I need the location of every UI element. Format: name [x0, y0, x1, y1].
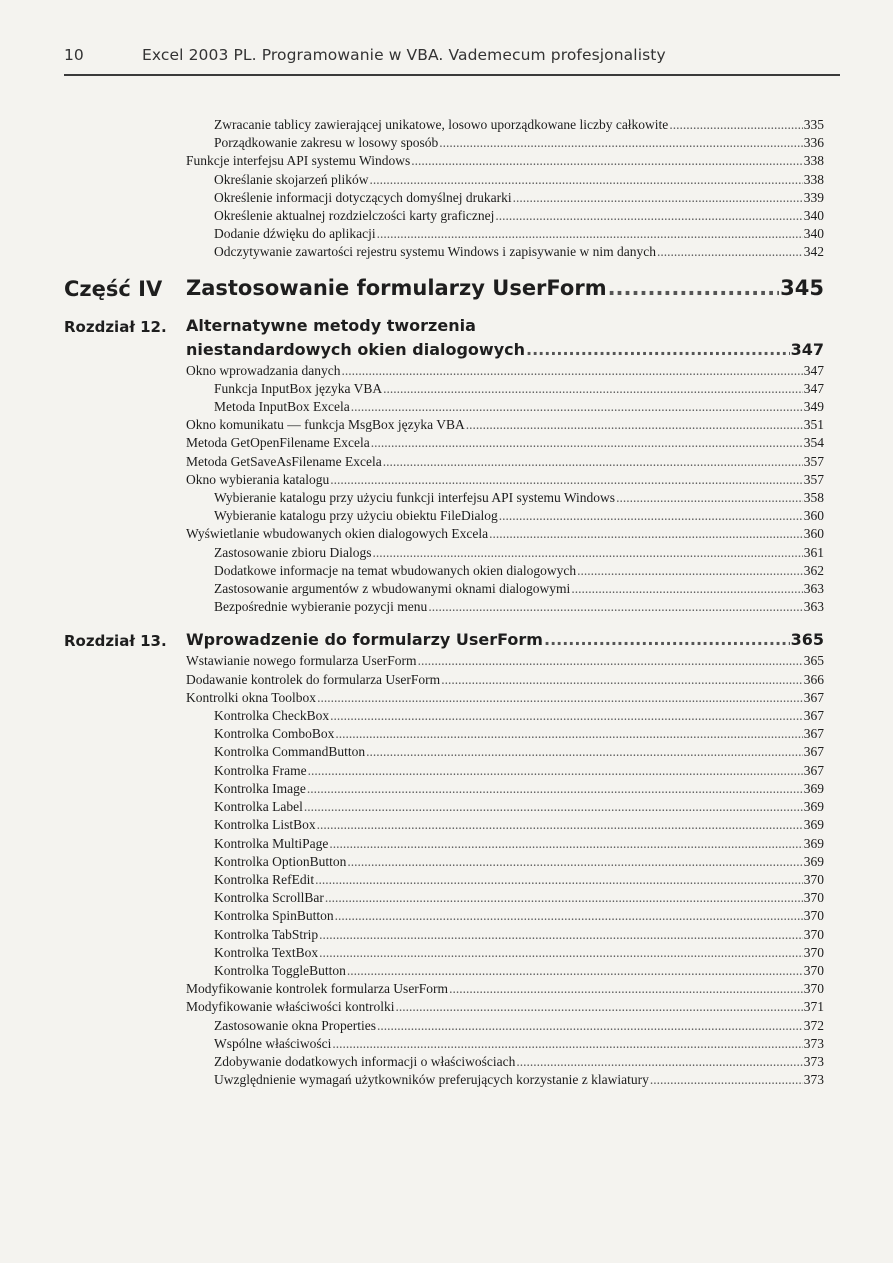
title-line	[186, 314, 824, 338]
entry-text: Określenie aktualnej rozdzielczości karty graficznej	[214, 208, 495, 224]
dot-leader	[335, 907, 803, 925]
entry-page-number: 351	[803, 417, 824, 433]
dot-leader	[395, 998, 802, 1016]
toc-entry[interactable]	[186, 434, 824, 452]
entry-page-number: 366	[803, 671, 824, 687]
toc-subentry[interactable]	[186, 725, 824, 743]
entry-page-number: 372	[803, 1017, 824, 1033]
toc-subentry[interactable]	[186, 489, 824, 507]
entry-page-number: 338	[803, 153, 824, 169]
entry-text: Porządkowanie zakresu w losowy sposób	[214, 135, 439, 151]
toc-entry[interactable]	[186, 453, 824, 471]
dot-leader	[366, 743, 803, 761]
entry-text: Określanie skojarzeń plików	[214, 171, 369, 187]
toc-subentry[interactable]	[186, 225, 824, 243]
toc-subentry[interactable]	[186, 853, 824, 871]
dot-leader	[418, 652, 803, 670]
dot-leader	[317, 689, 803, 707]
toc-subentry[interactable]	[186, 743, 824, 761]
entry-page-number: 347	[803, 380, 824, 396]
entry-page-number: 367	[803, 689, 824, 705]
entry-page-number: 363	[803, 581, 824, 597]
toc-subentry[interactable]	[186, 398, 824, 416]
dot-leader	[319, 926, 803, 944]
entry-page-number: 360	[803, 508, 824, 524]
entry-page-number: 349	[803, 399, 824, 415]
dot-leader	[526, 338, 790, 362]
dot-leader	[308, 762, 803, 780]
toc-subentry[interactable]	[186, 1017, 824, 1035]
toc-subentry[interactable]	[186, 762, 824, 780]
entry-text: Kontrolki okna Toolbox	[186, 689, 317, 705]
toc-entry[interactable]	[186, 980, 824, 998]
dot-leader	[372, 544, 802, 562]
chapter-title	[186, 628, 824, 652]
dot-leader	[335, 725, 802, 743]
entry-text: Kontrolka Frame	[214, 762, 307, 778]
dot-leader	[650, 1071, 803, 1089]
entry-page-number: 365	[803, 653, 824, 669]
toc-chap-section	[64, 628, 824, 1089]
dot-leader	[489, 525, 803, 543]
entry-text: Odczytywanie zawartości rejestru systemu Windows i zapisywanie w nim danych	[214, 244, 656, 260]
entry-text: Wyświetlanie wbudowanych okien dialogowych Excela	[186, 526, 489, 542]
entry-page-number: 339	[803, 189, 824, 205]
entry-page-number: 367	[803, 744, 824, 760]
dot-leader	[657, 243, 803, 261]
toc-entry[interactable]	[186, 362, 824, 380]
section-entries-column	[186, 314, 824, 617]
dot-leader	[315, 871, 803, 889]
header-rule	[64, 74, 840, 76]
toc-subentry[interactable]	[186, 889, 824, 907]
entry-page-number: 370	[803, 944, 824, 960]
entry-page-number: 370	[803, 908, 824, 924]
title-line	[186, 338, 824, 362]
entry-text: Dodawanie kontrolek do formularza UserForm	[186, 671, 441, 687]
toc-subentry[interactable]	[186, 962, 824, 980]
dot-leader	[371, 434, 803, 452]
dot-leader	[441, 671, 803, 689]
entry-page-number: 367	[803, 762, 824, 778]
entry-page-number: 335	[803, 117, 824, 132]
dot-leader	[616, 489, 803, 507]
dot-leader	[499, 507, 803, 525]
dot-leader	[341, 362, 802, 380]
entry-page-number: 369	[803, 817, 824, 833]
title-text: Wprowadzenie do formularzy UserForm	[186, 630, 543, 650]
dot-leader	[669, 116, 802, 134]
entry-text: Zdobywanie dodatkowych informacji o właściwościach	[214, 1053, 516, 1069]
title-page-number: 345	[780, 275, 824, 300]
dot-leader	[347, 962, 803, 980]
entry-page-number: 354	[803, 435, 824, 451]
dot-leader	[377, 225, 803, 243]
chapter-label: Rozdział 13.	[64, 632, 167, 651]
chapter-label: Rozdział 12.	[64, 317, 167, 336]
dot-leader	[383, 453, 803, 471]
entry-text: Kontrolka SpinButton	[214, 908, 334, 924]
entry-text: Dodanie dźwięku do aplikacji	[214, 226, 376, 242]
dot-leader	[329, 835, 802, 853]
toc-chap-section	[64, 314, 824, 617]
entry-text: Wybieranie katalogu przy użyciu funkcji interfejsu API systemu Windows	[214, 490, 616, 506]
entry-text: Bezpośrednie wybieranie pozycji menu	[214, 599, 428, 615]
entry-text: Kontrolka MultiPage	[214, 835, 329, 851]
entry-page-number: 373	[803, 1053, 824, 1069]
dot-leader	[330, 707, 803, 725]
entry-text: Zastosowanie zbioru Dialogs	[214, 544, 372, 560]
entry-page-number: 363	[803, 599, 824, 615]
dot-leader	[513, 189, 803, 207]
entry-text: Metoda GetSaveAsFilename Excela	[186, 453, 382, 469]
entry-text: Kontrolka Label	[214, 799, 303, 815]
toc-subentry[interactable]	[186, 1035, 824, 1053]
entry-text: Zastosowanie argumentów z wbudowanymi oknami dialogowymi	[214, 581, 571, 597]
entry-text: Kontrolka ToggleButton	[214, 962, 346, 978]
section-label-column	[64, 314, 186, 617]
toc-subentry[interactable]	[186, 816, 824, 834]
entry-text: Metoda InputBox Excela	[214, 399, 350, 415]
toc-subentry[interactable]	[186, 926, 824, 944]
dot-leader	[369, 171, 802, 189]
dot-leader	[516, 1053, 802, 1071]
toc-subentry[interactable]	[186, 243, 824, 261]
dot-leader	[319, 944, 803, 962]
entry-page-number: 370	[803, 890, 824, 906]
entry-page-number: 342	[803, 244, 824, 260]
entry-text: Kontrolka OptionButton	[214, 853, 347, 869]
toc-part-section	[64, 274, 824, 302]
title-page-number: 347	[790, 339, 824, 359]
entry-page-number: 358	[803, 490, 824, 506]
dot-leader	[383, 380, 803, 398]
title-page-number: 365	[790, 630, 824, 650]
entry-page-number: 370	[803, 871, 824, 887]
toc-subentry[interactable]	[186, 171, 824, 189]
entry-page-number: 369	[803, 799, 824, 815]
page-number: 10	[64, 46, 84, 64]
entry-page-number: 340	[803, 226, 824, 242]
dot-leader	[577, 562, 803, 580]
dot-leader	[332, 1035, 802, 1053]
entry-text: Kontrolka ScrollBar	[214, 890, 324, 906]
entry-page-number: 336	[803, 135, 824, 151]
entry-page-number: 347	[803, 362, 824, 378]
dot-leader	[439, 134, 803, 152]
section-label-column	[64, 274, 186, 302]
table-of-contents	[64, 116, 824, 1101]
dot-leader	[495, 207, 802, 225]
toc-subentry[interactable]	[186, 507, 824, 525]
toc-subentry[interactable]	[186, 871, 824, 889]
entry-text: Uwzględnienie wymagań użytkowników preferujących korzystanie z klawiatury	[214, 1072, 649, 1088]
entry-text: Okno wybierania katalogu	[186, 471, 330, 487]
title-line	[186, 628, 824, 652]
entry-text: Okno komunikatu — funkcja MsgBox języka VBA	[186, 417, 465, 433]
entry-page-number: 369	[803, 780, 824, 796]
entry-text: Wybieranie katalogu przy użyciu obiektu FileDialog	[214, 508, 498, 524]
toc-subentry[interactable]	[186, 598, 824, 616]
entry-text: Kontrolka ComboBox	[214, 726, 335, 742]
entry-page-number: 370	[803, 926, 824, 942]
dot-leader	[351, 398, 803, 416]
toc-entry[interactable]	[186, 689, 824, 707]
entry-text: Funkcje interfejsu API systemu Windows	[186, 153, 411, 169]
toc-subentry[interactable]	[186, 780, 824, 798]
section-label-column	[64, 628, 186, 1089]
entry-text: Określenie informacji dotyczących domyślnej drukarki	[214, 189, 512, 205]
entry-text: Kontrolka CommandButton	[214, 744, 366, 760]
entry-text: Zwracanie tablicy zawierającej unikatowe, losowo uporządkowane liczby całkowite	[214, 117, 669, 132]
toc-subentry[interactable]	[186, 207, 824, 225]
toc-subentry[interactable]	[186, 544, 824, 562]
title-text: Alternatywne metody tworzenia	[186, 315, 476, 335]
entry-page-number: 340	[803, 208, 824, 224]
section-entries-column	[186, 116, 824, 262]
entry-page-number: 371	[803, 999, 824, 1015]
chapter-title	[186, 314, 824, 362]
entry-page-number: 367	[803, 708, 824, 724]
title-line	[186, 274, 824, 302]
toc-subentry[interactable]	[186, 116, 824, 134]
dot-leader	[544, 628, 790, 652]
entry-page-number: 367	[803, 726, 824, 742]
toc-continued-section	[64, 116, 824, 262]
dot-leader	[466, 416, 803, 434]
entry-page-number: 357	[803, 453, 824, 469]
toc-entry[interactable]	[186, 671, 824, 689]
entry-text: Dodatkowe informacje na temat wbudowanych okien dialogowych	[214, 562, 577, 578]
entry-text: Wspólne właściwości	[214, 1035, 332, 1051]
entry-text: Kontrolka TabStrip	[214, 926, 319, 942]
dot-leader	[304, 798, 803, 816]
entry-page-number: 369	[803, 835, 824, 851]
toc-subentry[interactable]	[186, 189, 824, 207]
title-text: Zastosowanie formularzy UserForm	[186, 275, 607, 300]
entry-text: Kontrolka RefEdit	[214, 871, 315, 887]
title-text: niestandardowych okien dialogowych	[186, 339, 525, 359]
entry-text: Wstawianie nowego formularza UserForm	[186, 653, 417, 669]
part-title	[186, 274, 824, 302]
dot-leader	[608, 274, 780, 302]
entry-text: Funkcja InputBox języka VBA	[214, 380, 383, 396]
entry-text: Okno wprowadzania danych	[186, 362, 341, 378]
entry-page-number: 369	[803, 853, 824, 869]
section-label-column	[64, 116, 186, 262]
entry-page-number: 360	[803, 526, 824, 542]
entry-text: Kontrolka CheckBox	[214, 708, 330, 724]
entry-text: Zastosowanie okna Properties	[214, 1017, 376, 1033]
dot-leader	[325, 889, 803, 907]
dot-leader	[411, 152, 803, 170]
dot-leader	[330, 471, 803, 489]
toc-subentry[interactable]	[186, 580, 824, 598]
toc-subentry[interactable]	[186, 798, 824, 816]
entry-text: Modyfikowanie właściwości kontrolki	[186, 999, 395, 1015]
dot-leader	[317, 816, 803, 834]
toc-subentry[interactable]	[186, 835, 824, 853]
entry-text: Kontrolka TextBox	[214, 944, 319, 960]
toc-subentry[interactable]	[186, 134, 824, 152]
section-entries-column	[186, 274, 824, 302]
toc-entry[interactable]	[186, 525, 824, 543]
entry-page-number: 373	[803, 1072, 824, 1088]
entry-page-number: 361	[803, 544, 824, 560]
entry-page-number: 373	[803, 1035, 824, 1051]
dot-leader	[428, 598, 802, 616]
toc-subentry[interactable]	[186, 944, 824, 962]
dot-leader	[449, 980, 803, 998]
toc-subentry[interactable]	[186, 1071, 824, 1089]
entry-page-number: 370	[803, 981, 824, 997]
toc-entry[interactable]	[186, 152, 824, 170]
entry-page-number: 362	[803, 562, 824, 578]
toc-entry[interactable]	[186, 652, 824, 670]
dot-leader	[347, 853, 802, 871]
toc-entry[interactable]	[186, 471, 824, 489]
section-entries-column	[186, 628, 824, 1089]
toc-subentry[interactable]	[186, 1053, 824, 1071]
dot-leader	[571, 580, 802, 598]
toc-entry[interactable]	[186, 416, 824, 434]
entry-text: Kontrolka ListBox	[214, 817, 316, 833]
dot-leader	[307, 780, 803, 798]
entry-text: Kontrolka Image	[214, 780, 306, 796]
running-title: Excel 2003 PL. Programowanie w VBA. Vademecum profesjonalisty	[142, 46, 666, 64]
toc-subentry[interactable]	[186, 380, 824, 398]
entry-page-number: 357	[803, 471, 824, 487]
toc-subentry[interactable]	[186, 562, 824, 580]
entry-page-number: 370	[803, 962, 824, 978]
part-label: Część IV	[64, 276, 163, 301]
toc-subentry[interactable]	[186, 907, 824, 925]
entry-text: Modyfikowanie kontrolek formularza UserForm	[186, 981, 449, 997]
entry-text: Metoda GetOpenFilename Excela	[186, 435, 370, 451]
dot-leader	[377, 1017, 803, 1035]
entry-page-number: 338	[803, 171, 824, 187]
toc-subentry[interactable]	[186, 707, 824, 725]
toc-entry[interactable]	[186, 998, 824, 1016]
